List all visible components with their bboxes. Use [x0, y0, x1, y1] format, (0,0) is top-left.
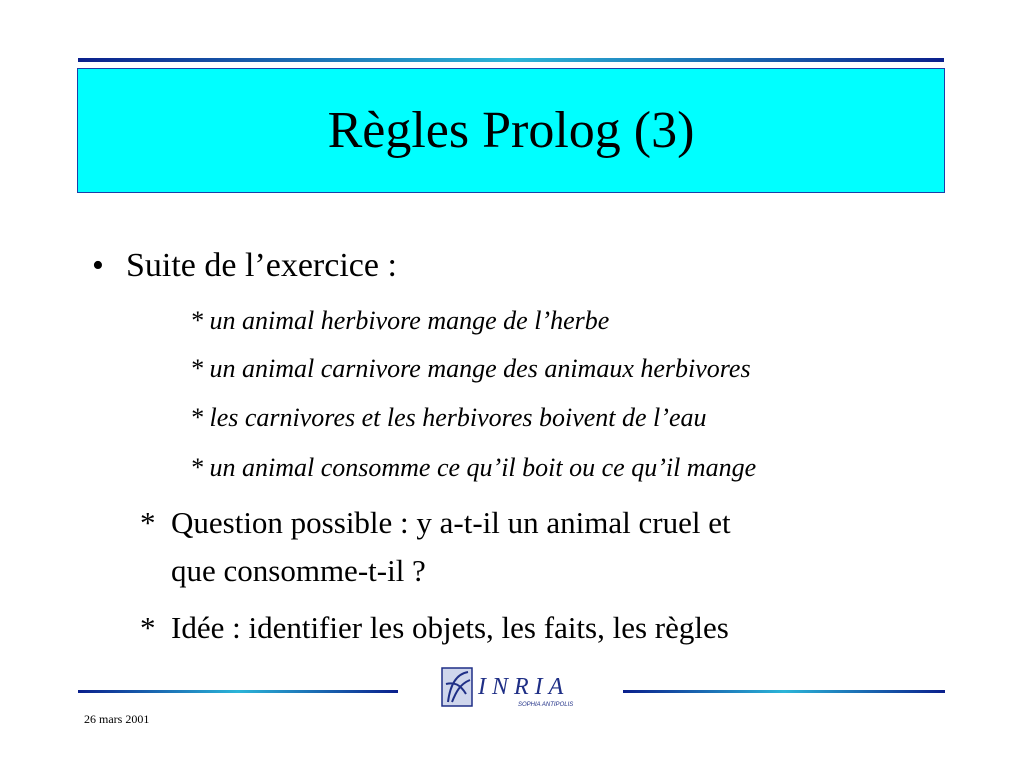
- sub-point-text: Question possible : y a-t-il un animal cruel et: [171, 505, 731, 540]
- sub-point-idea: [140, 609, 729, 646]
- sub-point-question: [140, 504, 731, 541]
- main-bullet: [92, 246, 397, 287]
- inria-logo: [440, 664, 600, 712]
- fact-line: * un animal consomme ce qu’il boit ou ce qu’il mange: [190, 453, 757, 482]
- main-bullet-text: Suite de l’exercice :: [126, 247, 397, 284]
- title-box: [77, 68, 945, 193]
- svg-text:INRIA: INRIA: [478, 674, 570, 700]
- sub-point-marker: *: [140, 610, 156, 645]
- bottom-right-divider: [623, 690, 945, 693]
- fact-line: * les carnivores et les herbivores boivent de l’eau: [190, 403, 707, 432]
- top-divider: [78, 58, 944, 62]
- bullet-dot: •: [92, 247, 104, 284]
- sub-point-marker: *: [140, 505, 156, 540]
- inria-logo-icon: [440, 664, 600, 712]
- sub-point-text: Idée : identifier les objets, les faits, les règles: [171, 610, 729, 645]
- fact-line: * un animal herbivore mange de l’herbe: [190, 306, 610, 335]
- sub-point-continuation: que consomme-t-il ?: [171, 553, 426, 588]
- footer-date: 26 mars 2001: [84, 712, 150, 726]
- slide-title: Règles Prolog (3): [327, 101, 695, 159]
- svg-text:SOPHIA ANTIPOLIS: SOPHIA ANTIPOLIS: [518, 702, 574, 708]
- fact-line: * un animal carnivore mange des animaux herbivores: [190, 354, 751, 383]
- bottom-left-divider: [78, 690, 398, 693]
